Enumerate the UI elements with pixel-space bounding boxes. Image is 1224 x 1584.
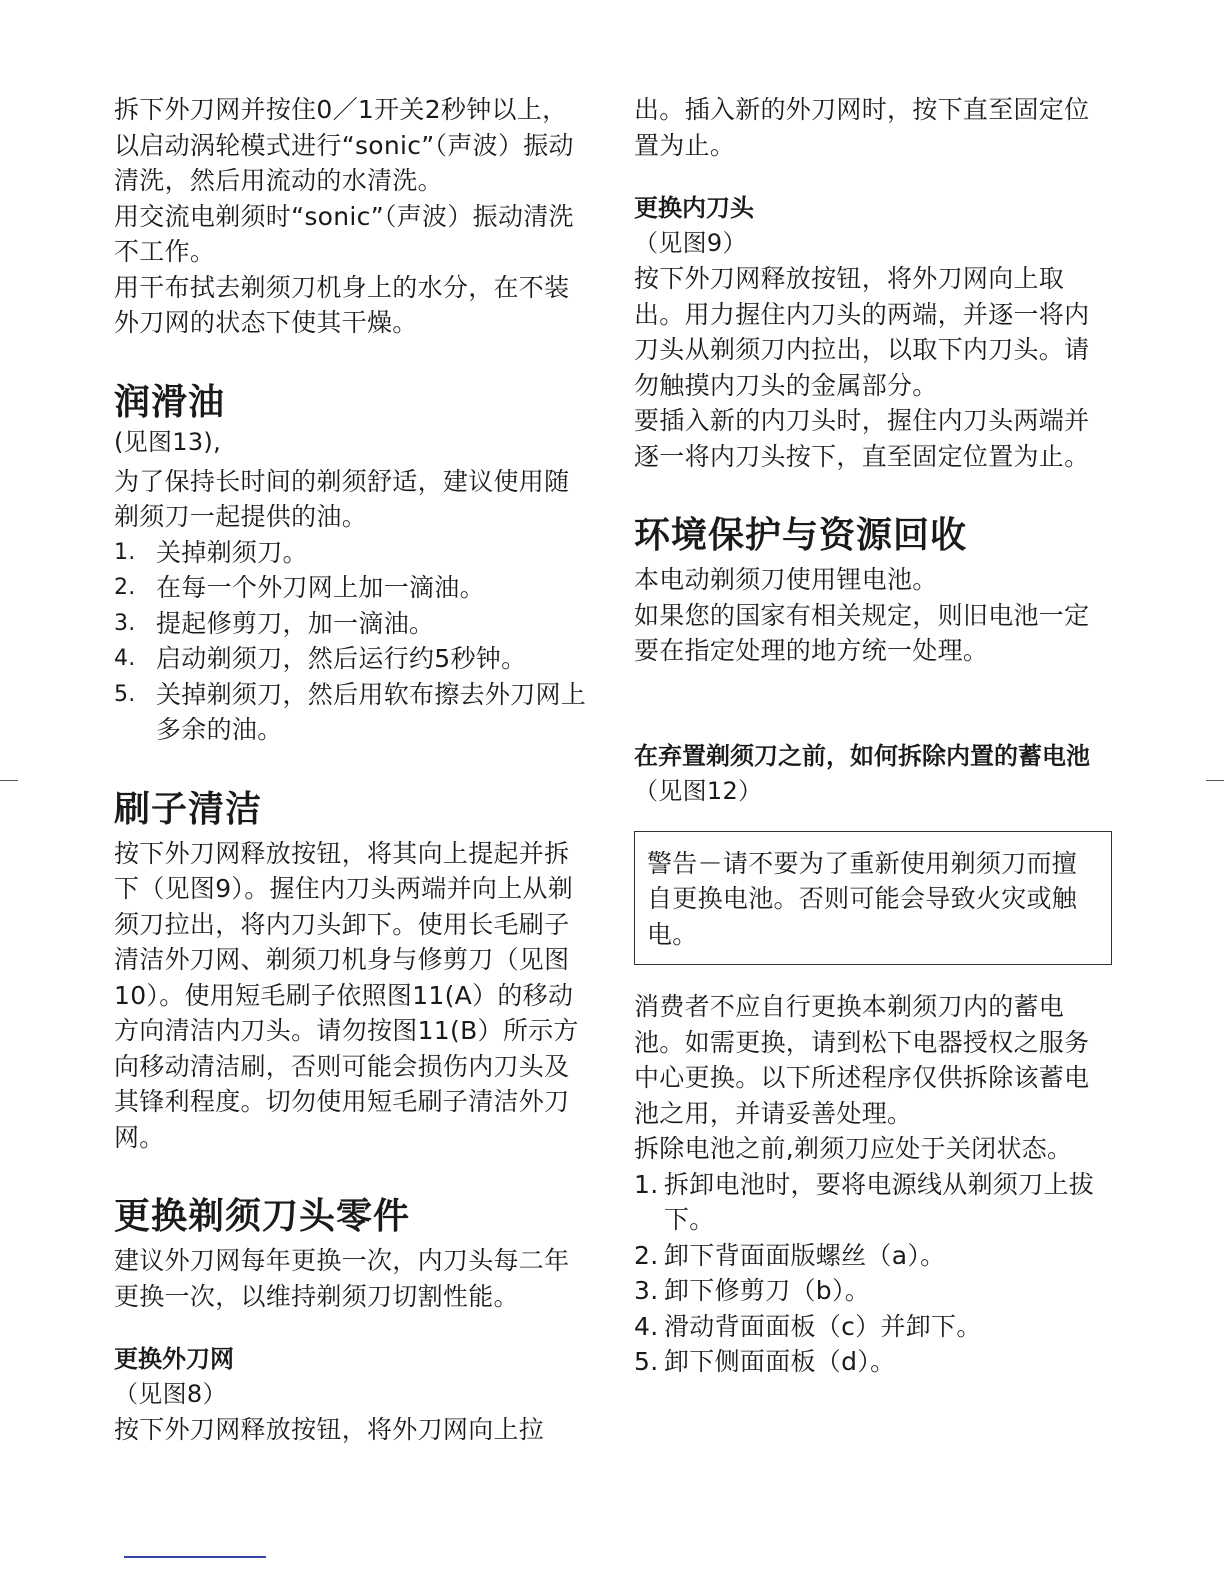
inner-blade-figref: （见图9） — [634, 229, 747, 257]
list-item: 4. 启动剃须刀，然后运行约5秒钟。 — [114, 644, 527, 673]
battery-removal-steps — [634, 1167, 1112, 1380]
intro-paragraph-3: 用干布拭去剃须刀机身上的水分，在不装外刀网的状态下使其干燥。 — [114, 272, 570, 337]
replace-parts-text: 建议外刀网每年更换一次，内刀头每二年更换一次，以维持剃须刀切割性能。 — [114, 1246, 570, 1311]
battery-removal-heading: 在弃置剃须刀之前，如何拆除内置的蓄电池 — [634, 741, 1090, 770]
list-item: 5. 卸下侧面面板（d）。 — [634, 1347, 896, 1376]
list-item: 1. 拆卸电池时，要将电源线从剃须刀上拔下。 — [634, 1169, 1095, 1234]
battery-text-2: 拆除电池之前,剃须刀应处于关闭状态。 — [634, 1134, 1073, 1163]
list-item: 4. 滑动背面面板（c）并卸下。 — [634, 1311, 982, 1341]
battery-text-1: 消费者不应自行更换本剃须刀内的蓄电池。如需更换，请到松下电器授权之服务中心更换。以下所述程序仅供拆除该蓄电池之用，并请妥善处理。 — [634, 992, 1090, 1128]
list-item: 3. 提起修剪刀，加一滴油。 — [114, 608, 435, 638]
battery-removal-figref: （见图12） — [634, 776, 763, 805]
brush-cleaning-text: 按下外刀网释放按钮，将其向上提起并拆下（见图9）。握住内刀头两端并向上从剃须刀拉出，将内刀头卸下。使用长毛刷子清洁外刀网、剃须刀机身与修剪刀（见图10）。使用短毛刷子依照图11(A）的移动方向清洁内刀头。请勿按图11(B）所示方向移动清洁刷，否则可能会损伤内刀头及其锋利程度。切勿使用短毛刷子清洁外刀网。 — [114, 838, 579, 1152]
inner-blade-heading: 更换内刀头 — [634, 194, 754, 222]
intro-paragraph-1: 拆下外刀网并按住0／1开关2秒钟以上，以启动涡轮模式进行“sonic”（声波）振动清洗，然后用流动的水清洗。 — [114, 95, 574, 195]
list-item: 2. 卸下背面面版螺丝（a）。 — [634, 1240, 946, 1270]
warning-text: 警告－请不要为了重新使用剃须刀而擅自更换电池。否则可能会导致火灾或触电。 — [647, 848, 1078, 949]
list-item: 5. 关掉剃须刀，然后用软布擦去外刀网上多余的油。 — [114, 679, 587, 744]
lubrication-text: 为了保持长时间的剃须舒适，建议使用随剃须刀一起提供的油。 — [114, 466, 570, 531]
lubrication-heading: 润滑油 — [114, 381, 226, 423]
lubrication-steps — [114, 535, 592, 748]
left-column — [114, 92, 592, 1448]
crop-mark-right — [1206, 780, 1224, 781]
list-item: 3. 卸下修剪刀（b）。 — [634, 1276, 871, 1305]
replace-parts-heading: 更换剃须刀头零件 — [114, 1196, 411, 1237]
lubrication-figref: (见图13), — [114, 427, 221, 456]
environment-text-1: 本电动剃须刀使用锂电池。 — [634, 565, 938, 594]
brush-cleaning-heading: 刷子清洁 — [114, 788, 263, 830]
outer-foil-text-continued: 出。插入新的外刀网时，按下直至固定位置为止。 — [634, 95, 1090, 160]
right-column — [634, 92, 1112, 1380]
warning-box — [634, 831, 1112, 966]
outer-foil-figref: （见图8） — [114, 1380, 227, 1408]
intro-paragraph-2: 用交流电剃须时“sonic”（声波）振动清洗不工作。 — [114, 201, 574, 266]
outer-foil-heading: 更换外刀网 — [114, 1345, 234, 1373]
outer-foil-text: 按下外刀网释放按钮，将外刀网向上拉 — [114, 1415, 545, 1444]
inner-blade-text-1: 按下外刀网释放按钮，将外刀网向上取出。用力握住内刀头的两端，并逐一将内刀头从剃须刀内拉出，以取下内刀头。请勿触摸内刀头的金属部分。 — [634, 264, 1090, 400]
environment-heading: 环境保护与资源回收 — [634, 515, 968, 556]
inner-blade-text-2: 要插入新的内刀头时，握住内刀头两端并逐一将内刀头按下，直至固定位置为止。 — [634, 406, 1090, 471]
list-item: 2. 在每一个外刀网上加一滴油。 — [114, 573, 485, 602]
crop-mark-left — [0, 780, 18, 781]
list-item: 1. 关掉剃须刀。 — [114, 537, 308, 567]
environment-text-2: 如果您的国家有相关规定，则旧电池一定要在指定处理的地方统一处理。 — [634, 600, 1090, 665]
footer-rule — [124, 1556, 266, 1558]
